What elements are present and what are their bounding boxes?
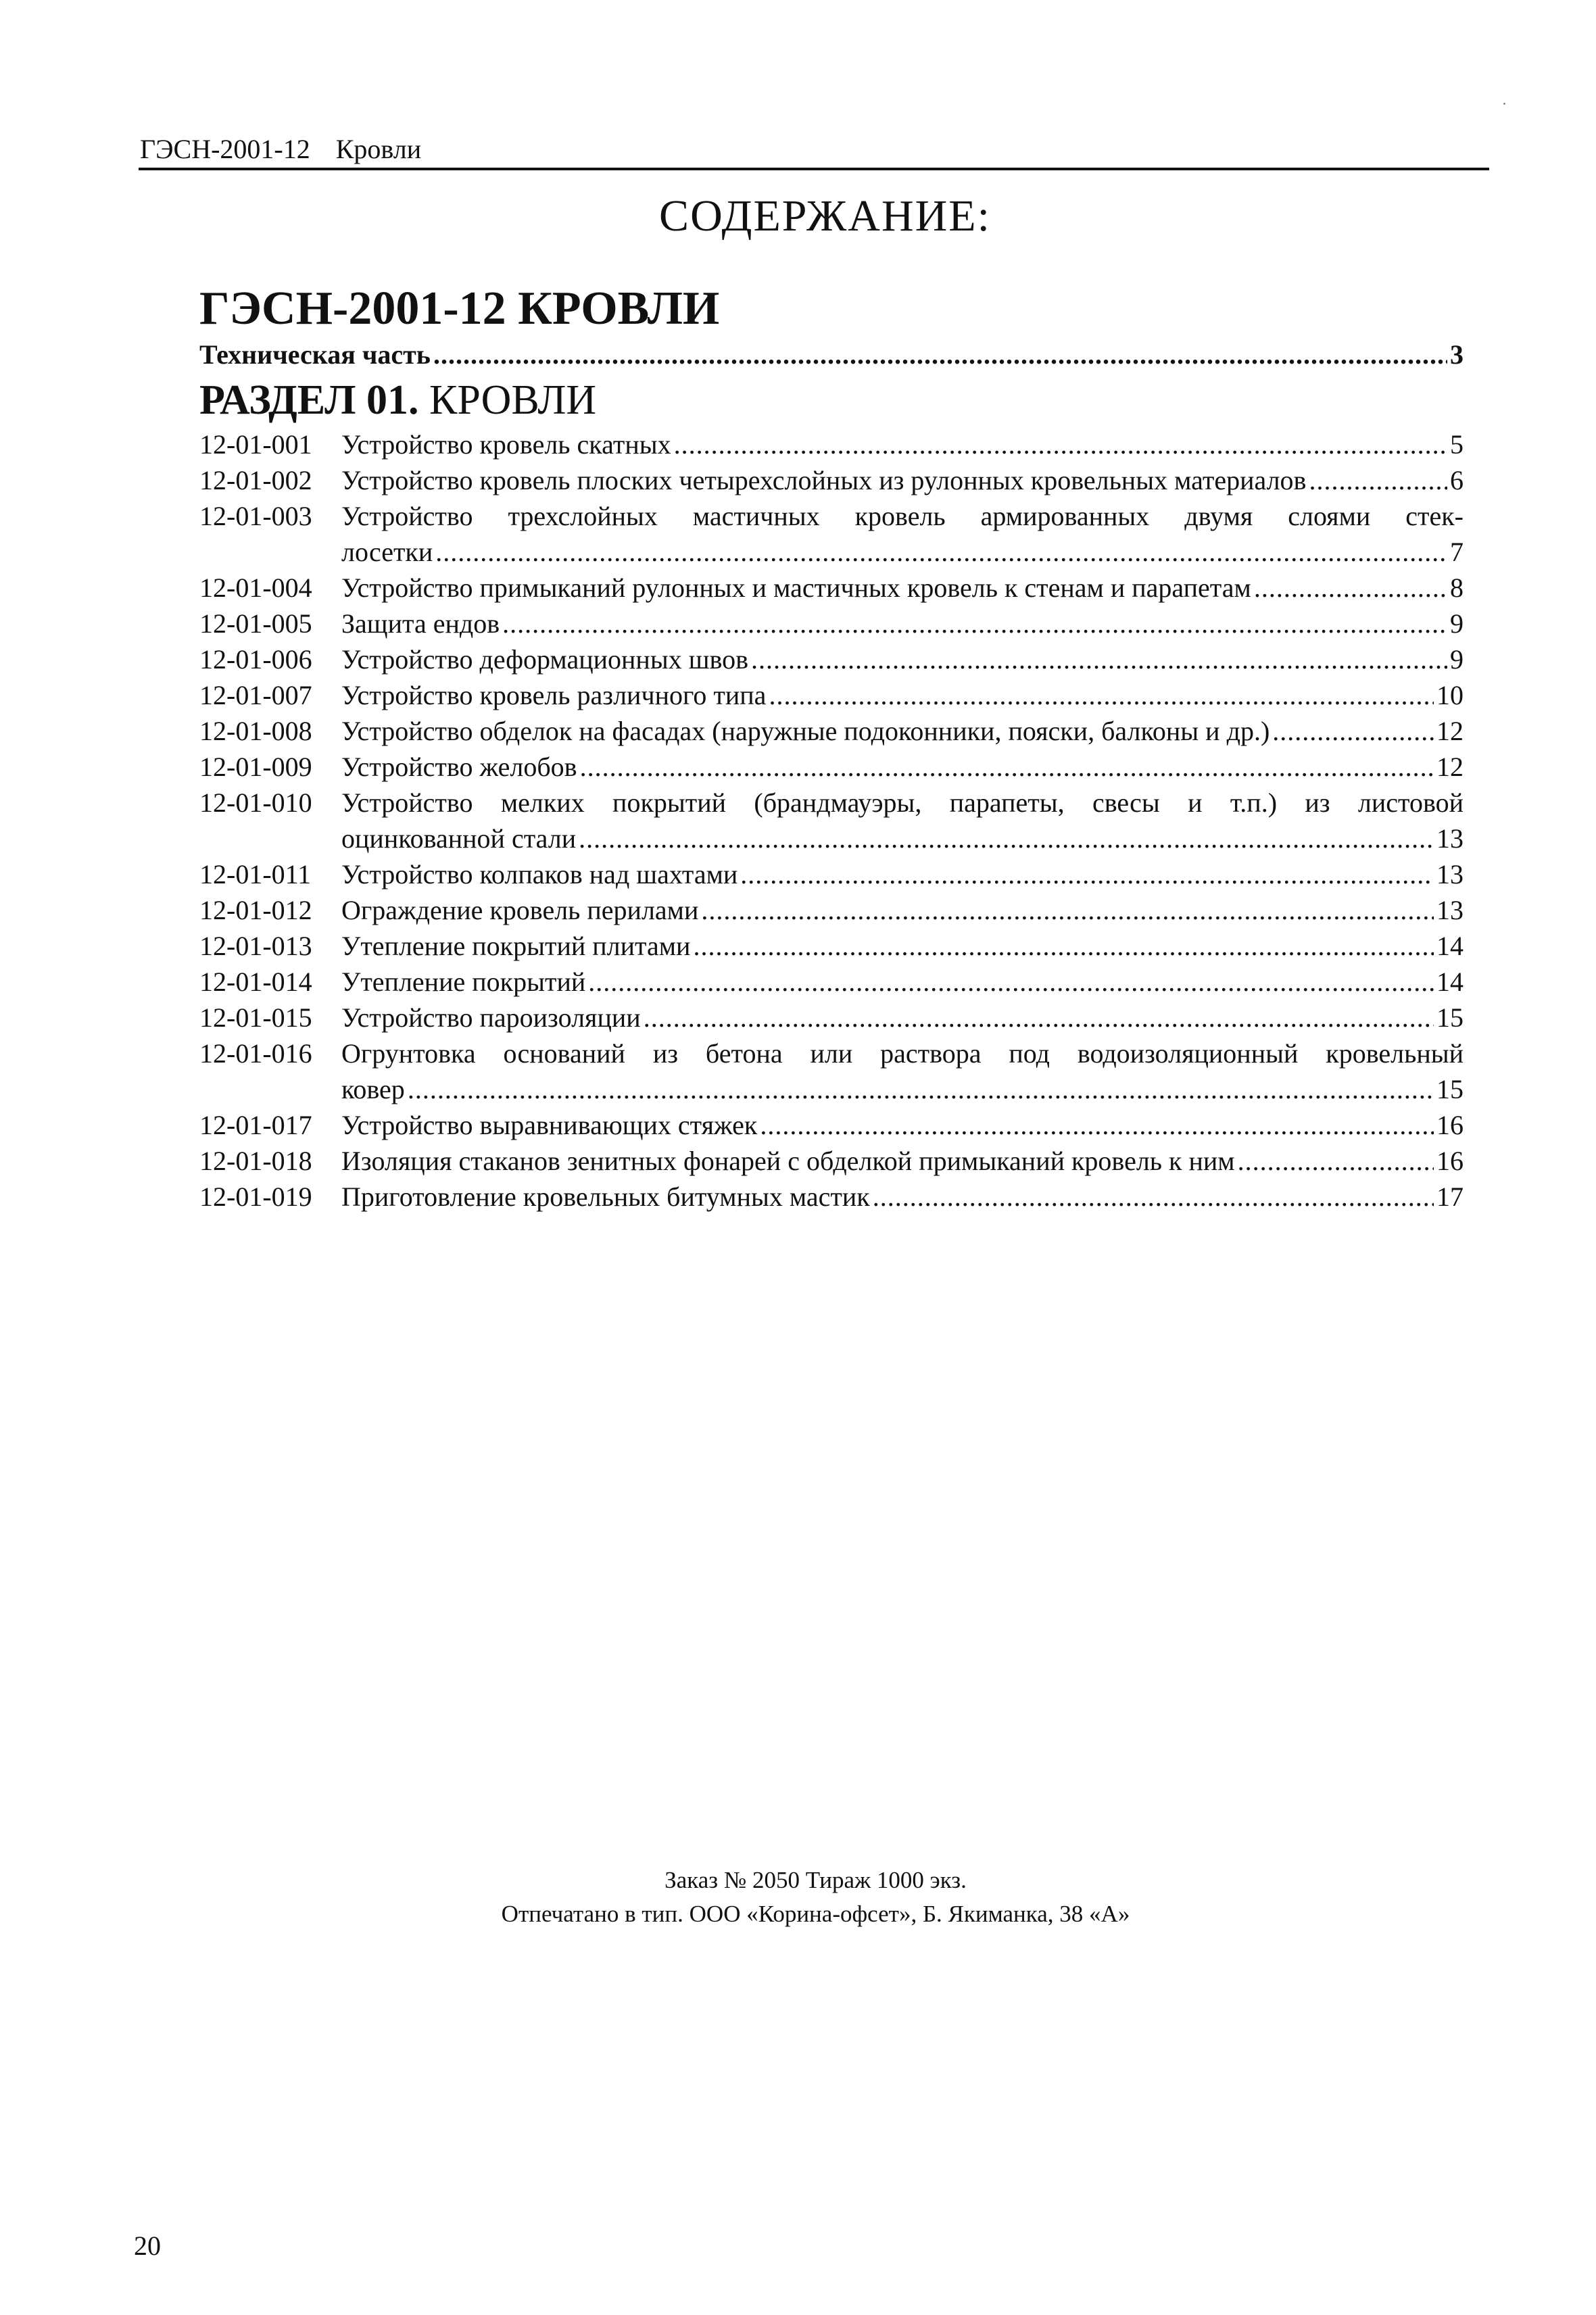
toc-entry-text: Ограждение кровель перилами	[341, 895, 699, 925]
running-header-title: Кровли	[335, 134, 422, 164]
toc-entries	[199, 427, 1464, 1215]
toc-entry-code: 12-01-012	[199, 895, 312, 925]
dot-leader	[701, 892, 1434, 928]
toc-entry-text: Устройство колпаков над шахтами	[341, 859, 738, 890]
toc-entry-code: 12-01-006	[199, 644, 312, 675]
toc-entry	[199, 964, 1464, 1000]
toc-page-number: 7	[1450, 537, 1464, 567]
imprint-order: Заказ № 2050 Тираж 1000 экз.	[664, 1867, 967, 1893]
toc-entry-text: Огрунтовка оснований из бетона или раствора под водоизоляционный кровельный	[341, 1038, 1464, 1069]
toc-entry-text: Защита ендов	[341, 608, 500, 639]
toc-page-number: 5	[1450, 429, 1464, 460]
toc-entry-text: Устройство желобов	[341, 752, 577, 782]
toc-entry	[199, 928, 1464, 964]
toc-entry-text: Устройство кровель плоских четырехслойных из рулонных кровельных материалов	[341, 465, 1307, 495]
dot-leader	[588, 964, 1434, 1000]
dot-leader	[674, 427, 1447, 462]
toc-entry-code: 12-01-003	[199, 501, 312, 531]
toc-page-number: 16	[1436, 1110, 1464, 1140]
toc-page-number: 13	[1436, 895, 1464, 925]
dot-leader	[435, 534, 1447, 570]
dot-leader	[769, 677, 1434, 713]
toc-entry-code: 12-01-007	[199, 680, 312, 710]
toc-page-number: 15	[1436, 1074, 1464, 1104]
dot-leader	[751, 641, 1447, 677]
dot-leader	[644, 1000, 1434, 1035]
toc-entry-text: Устройство пароизоляции	[341, 1002, 641, 1033]
toc-entry	[199, 462, 1464, 498]
toc-entry-code: 12-01-017	[199, 1110, 312, 1140]
toc-entry	[199, 1000, 1464, 1035]
section-name: КРОВЛИ	[429, 377, 597, 423]
table-of-contents	[199, 281, 1464, 1215]
toc-entry-text: Устройство кровель различного типа	[341, 680, 767, 710]
toc-entry	[199, 498, 1464, 570]
running-header-code: ГЭСН-2001-12	[140, 134, 310, 164]
toc-entry-code: 12-01-013	[199, 931, 312, 961]
section-prefix: РАЗДЕЛ 01.	[199, 377, 419, 423]
header-rule	[139, 168, 1489, 170]
toc-page-number: 15	[1436, 1002, 1464, 1033]
toc-page-number: 9	[1450, 608, 1464, 639]
dot-leader	[580, 749, 1434, 785]
toc-page-number: 3	[1450, 339, 1464, 370]
toc-entry-text: Устройство деформационных швов	[341, 644, 748, 675]
dot-leader	[1254, 570, 1447, 606]
toc-entry-text: Устройство обделок на фасадах (наружные подоконники, пояски, балконы и др.)	[341, 716, 1270, 746]
dot-leader	[873, 1179, 1434, 1215]
toc-page-number: 14	[1436, 931, 1464, 961]
dot-leader	[1309, 462, 1447, 498]
toc-entry-text: лосетки	[341, 537, 433, 567]
toc-entry-code: 12-01-009	[199, 752, 312, 782]
toc-entry-code: 12-01-010	[199, 787, 312, 818]
running-header	[140, 134, 421, 165]
section-title	[199, 376, 1464, 424]
toc-entry-technical-part	[199, 337, 1464, 372]
dot-leader	[693, 928, 1434, 964]
toc-entry	[199, 1035, 1464, 1107]
toc-entry-text: Устройство кровель скатных	[341, 429, 671, 460]
page-number: 20	[134, 2231, 161, 2261]
toc-entry-text: Устройство мелких покрытий (брандмауэры, парапеты, свесы и т.п.) из листовой	[341, 787, 1464, 818]
toc-entry	[199, 677, 1464, 713]
toc-entry	[199, 570, 1464, 606]
toc-page-number: 9	[1450, 644, 1464, 675]
toc-entry-text: Устройство выравнивающих стяжек	[341, 1110, 758, 1140]
toc-entry	[199, 606, 1464, 641]
toc-entry-code: 12-01-001	[199, 429, 312, 460]
toc-entry-code: 12-01-005	[199, 608, 312, 639]
toc-entry	[199, 427, 1464, 462]
contents-title: СОДЕРЖАНИЕ:	[659, 191, 991, 241]
toc-page-number: 10	[1436, 680, 1464, 710]
toc-page-number: 14	[1436, 967, 1464, 997]
toc-entry-code: 12-01-016	[199, 1038, 312, 1069]
toc-entry	[199, 785, 1464, 856]
toc-entry-code: 12-01-019	[199, 1181, 312, 1212]
toc-entry	[199, 1107, 1464, 1143]
dot-leader	[760, 1107, 1434, 1143]
toc-entry-text: оцинкованной стали	[341, 823, 577, 854]
toc-page-number: 12	[1436, 716, 1464, 746]
toc-entry-text: Приготовление кровельных битумных мастик	[341, 1181, 870, 1212]
toc-entry-text: ковер	[341, 1074, 405, 1104]
toc-entry-code: 12-01-014	[199, 967, 312, 997]
toc-entry-text: Утепление покрытий плитами	[341, 931, 691, 961]
toc-entry-code: 12-01-008	[199, 716, 312, 746]
toc-entry	[199, 713, 1464, 749]
toc-page-number: 12	[1436, 752, 1464, 782]
dot-leader	[433, 337, 1447, 372]
toc-entry-text: Устройство трехслойных мастичных кровель армированных двумя слоями стек-	[341, 501, 1464, 531]
toc-page-number: 16	[1436, 1146, 1464, 1176]
toc-page-number: 13	[1436, 823, 1464, 854]
toc-entry-text: Утепление покрытий	[341, 967, 586, 997]
dot-leader	[740, 856, 1434, 892]
dot-leader	[1238, 1143, 1434, 1179]
toc-entry	[199, 856, 1464, 892]
toc-entry	[199, 1143, 1464, 1179]
toc-entry	[199, 1179, 1464, 1215]
dot-leader	[408, 1071, 1434, 1107]
toc-page-number: 6	[1450, 465, 1464, 495]
toc-entry-text: Изоляция стаканов зенитных фонарей с обделкой примыканий кровель к ним	[341, 1146, 1235, 1176]
toc-entry	[199, 892, 1464, 928]
toc-entry	[199, 641, 1464, 677]
dot-leader	[1272, 713, 1434, 749]
toc-page-number: 8	[1450, 572, 1464, 603]
toc-entry-code: 12-01-004	[199, 572, 312, 603]
imprint-printer: Отпечатано в тип. ООО «Корина-офсет», Б. Якиманка, 38 «А»	[501, 1901, 1130, 1927]
toc-page-number: 13	[1436, 859, 1464, 890]
toc-entry-label: Техническая часть	[199, 339, 431, 370]
dot-leader	[579, 821, 1434, 856]
toc-entry-code: 12-01-018	[199, 1146, 312, 1176]
doc-title: ГЭСН-2001-12 КРОВЛИ	[199, 283, 720, 335]
dot-leader	[502, 606, 1447, 641]
toc-entry-text: Устройство примыканий рулонных и мастичных кровель к стенам и парапетам	[341, 572, 1251, 603]
imprint	[0, 1863, 1596, 1931]
toc-page-number: 17	[1436, 1181, 1464, 1212]
toc-entry-code: 12-01-002	[199, 465, 312, 495]
toc-entry-code: 12-01-011	[199, 859, 312, 890]
toc-entry-code: 12-01-015	[199, 1002, 312, 1033]
toc-entry	[199, 749, 1464, 785]
scan-speck	[1503, 103, 1505, 105]
